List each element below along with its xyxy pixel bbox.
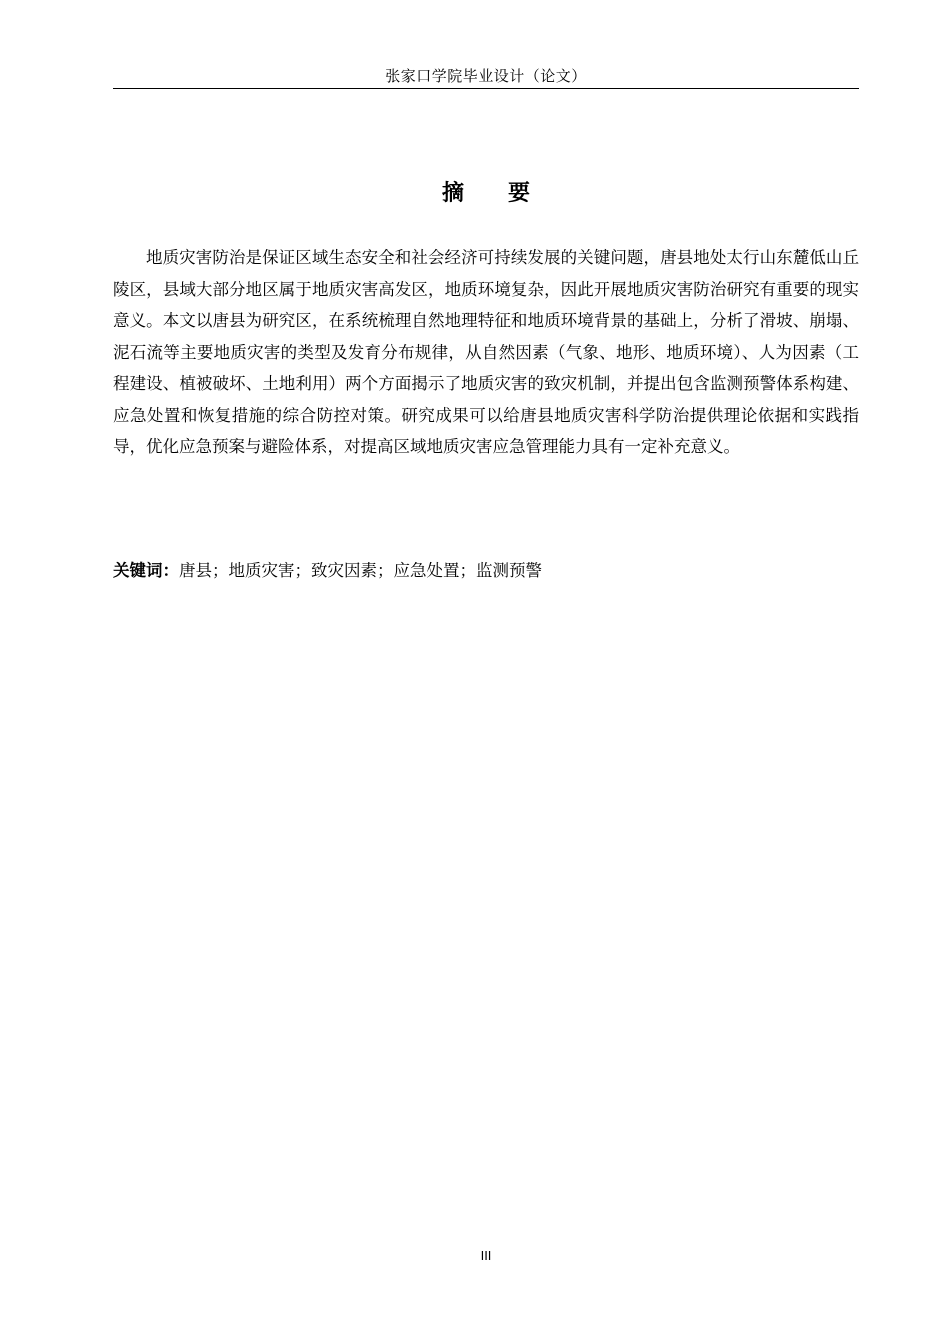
abstract-body: 地质灾害防治是保证区域生态安全和社会经济可持续发展的关键问题，唐县地处太行山东麓低山丘陵区，县域大部分地区属于地质灾害高发区，地质环境复杂，因此开展地质灾害防治研究有重要的现实意义。本文以唐县为研究区，在系统梳理自然地理特征和地质环境背景的基础上，分析了滑坡、崩塌、泥石流等主要地质灾害的类型及发育分布规律，从自然因素（气象、地形、地质环境）、人为因素（工程建设、植被破坏、土地利用）两个方面揭示了地质灾害的致灾机制，并提出包含监测预警体系构建、应急处置和恢复措施的综合防控对策。研究成果可以给唐县地质灾害科学防治提供理论依据和实践指导，优化应急预案与避险体系，对提高区域地质灾害应急管理能力具有一定补充意义。 [113,248,859,456]
abstract-title-char-2: 要 [508,181,531,206]
page-header [113,64,859,89]
keywords-label: 关键词： [113,561,179,580]
keywords-line [113,556,859,586]
abstract-title [113,174,859,214]
abstract-title-char-1: 摘 [441,181,464,206]
page-number: III [480,1248,492,1263]
keywords-value: 唐县；地质灾害；致灾因素；应急处置；监测预警 [179,561,542,580]
header-title: 张家口学院毕业设计（论文） [385,67,587,85]
